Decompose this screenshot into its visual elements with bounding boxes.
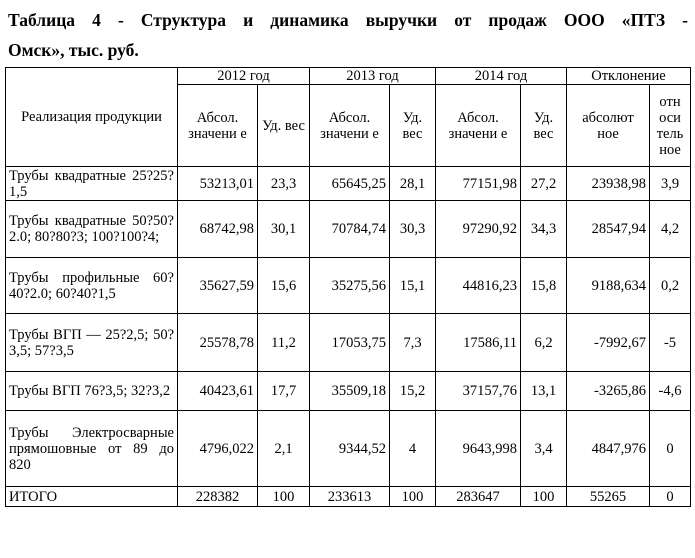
cell-abs-2013: 35509,18 (310, 372, 390, 411)
cell-share-2013: 15,2 (390, 372, 436, 411)
cell-share-2012: 2,1 (258, 411, 310, 487)
cell-share-2012: 23,3 (258, 167, 310, 201)
cell-abs-2014: 37157,76 (436, 372, 521, 411)
cell-share-2014: 15,8 (521, 258, 567, 314)
cell-dev-rel: 3,9 (650, 167, 691, 201)
cell-dev-rel: -4,6 (650, 372, 691, 411)
table-row (6, 372, 691, 411)
cell-abs-2012: 53213,01 (178, 167, 258, 201)
revenue-table-container (5, 67, 691, 507)
cell-dev-rel: 0 (650, 487, 691, 507)
cell-share-2014: 6,2 (521, 314, 567, 372)
cell-dev-abs: -7992,67 (567, 314, 650, 372)
header-relative-dev: отн оси тель ное (650, 85, 691, 167)
header-product: Реализация продукции (6, 68, 178, 167)
header-2014: 2014 год (436, 68, 567, 85)
cell-share-2013: 28,1 (390, 167, 436, 201)
table-row (6, 201, 691, 258)
header-abs-2014: Абсол. значени е (436, 85, 521, 167)
header-share-2012: Уд. вес (258, 85, 310, 167)
cell-abs-2014: 17586,11 (436, 314, 521, 372)
table-row (6, 258, 691, 314)
cell-share-2014: 3,4 (521, 411, 567, 487)
cell-share-2012: 17,7 (258, 372, 310, 411)
cell-share-2014: 13,1 (521, 372, 567, 411)
cell-abs-2013: 17053,75 (310, 314, 390, 372)
cell-abs-2013: 9344,52 (310, 411, 390, 487)
cell-abs-2012: 25578,78 (178, 314, 258, 372)
header-row-years (6, 68, 691, 85)
cell-share-2012: 11,2 (258, 314, 310, 372)
row-name: Трубы квадратные 50?50?2.0; 80?80?3; 100?100?4; (6, 201, 178, 258)
header-abs-2012: Абсол. значени е (178, 85, 258, 167)
cell-abs-2012: 40423,61 (178, 372, 258, 411)
row-name: Трубы квадратные 25?25?1,5 (6, 167, 178, 201)
cell-abs-2014: 9643,998 (436, 411, 521, 487)
row-name: Трубы Электросварные прямошовные от 89 до 820 (6, 411, 178, 487)
cell-dev-rel: 0,2 (650, 258, 691, 314)
cell-dev-rel: 4,2 (650, 201, 691, 258)
header-absolute-dev: абсолют ное (567, 85, 650, 167)
cell-share-2012: 100 (258, 487, 310, 507)
table-caption-line1: Таблица 4 - Структура и динамика выручки от продаж ООО «ПТЗ - (8, 10, 688, 30)
header-abs-2013: Абсол. значени е (310, 85, 390, 167)
cell-share-2014: 34,3 (521, 201, 567, 258)
cell-share-2014: 100 (521, 487, 567, 507)
cell-share-2013: 15,1 (390, 258, 436, 314)
cell-dev-abs: 4847,976 (567, 411, 650, 487)
cell-abs-2013: 70784,74 (310, 201, 390, 258)
cell-abs-2012: 4796,022 (178, 411, 258, 487)
cell-abs-2014: 44816,23 (436, 258, 521, 314)
cell-share-2013: 7,3 (390, 314, 436, 372)
row-name: Трубы профильные 60?40?2.0; 60?40?1,5 (6, 258, 178, 314)
cell-dev-rel: 0 (650, 411, 691, 487)
cell-abs-2014: 97290,92 (436, 201, 521, 258)
table-row (6, 314, 691, 372)
table-caption-line2: Омск», тыс. руб. (8, 40, 139, 60)
cell-dev-abs: 23938,98 (567, 167, 650, 201)
table-row (6, 411, 691, 487)
cell-dev-abs: 9188,634 (567, 258, 650, 314)
row-name: ИТОГО (6, 487, 178, 507)
cell-share-2013: 30,3 (390, 201, 436, 258)
cell-share-2013: 4 (390, 411, 436, 487)
cell-share-2012: 15,6 (258, 258, 310, 314)
cell-abs-2013: 65645,25 (310, 167, 390, 201)
cell-share-2012: 30,1 (258, 201, 310, 258)
cell-abs-2013: 35275,56 (310, 258, 390, 314)
header-deviation: Отклонение (567, 68, 691, 85)
cell-abs-2013: 233613 (310, 487, 390, 507)
table-row (6, 167, 691, 201)
header-2013: 2013 год (310, 68, 436, 85)
cell-dev-abs: -3265,86 (567, 372, 650, 411)
cell-abs-2012: 228382 (178, 487, 258, 507)
row-name: Трубы ВГП — 25?2,5; 50?3,5; 57?3,5 (6, 314, 178, 372)
header-share-2014: Уд. вес (521, 85, 567, 167)
row-name: Трубы ВГП 76?3,5; 32?3,2 (6, 372, 178, 411)
cell-share-2013: 100 (390, 487, 436, 507)
revenue-table (5, 67, 691, 507)
cell-abs-2012: 68742,98 (178, 201, 258, 258)
cell-dev-abs: 28547,94 (567, 201, 650, 258)
cell-abs-2012: 35627,59 (178, 258, 258, 314)
table-row-total (6, 487, 691, 507)
cell-abs-2014: 283647 (436, 487, 521, 507)
header-2012: 2012 год (178, 68, 310, 85)
cell-dev-abs: 55265 (567, 487, 650, 507)
header-share-2013: Уд. вес (390, 85, 436, 167)
cell-share-2014: 27,2 (521, 167, 567, 201)
cell-dev-rel: -5 (650, 314, 691, 372)
cell-abs-2014: 77151,98 (436, 167, 521, 201)
